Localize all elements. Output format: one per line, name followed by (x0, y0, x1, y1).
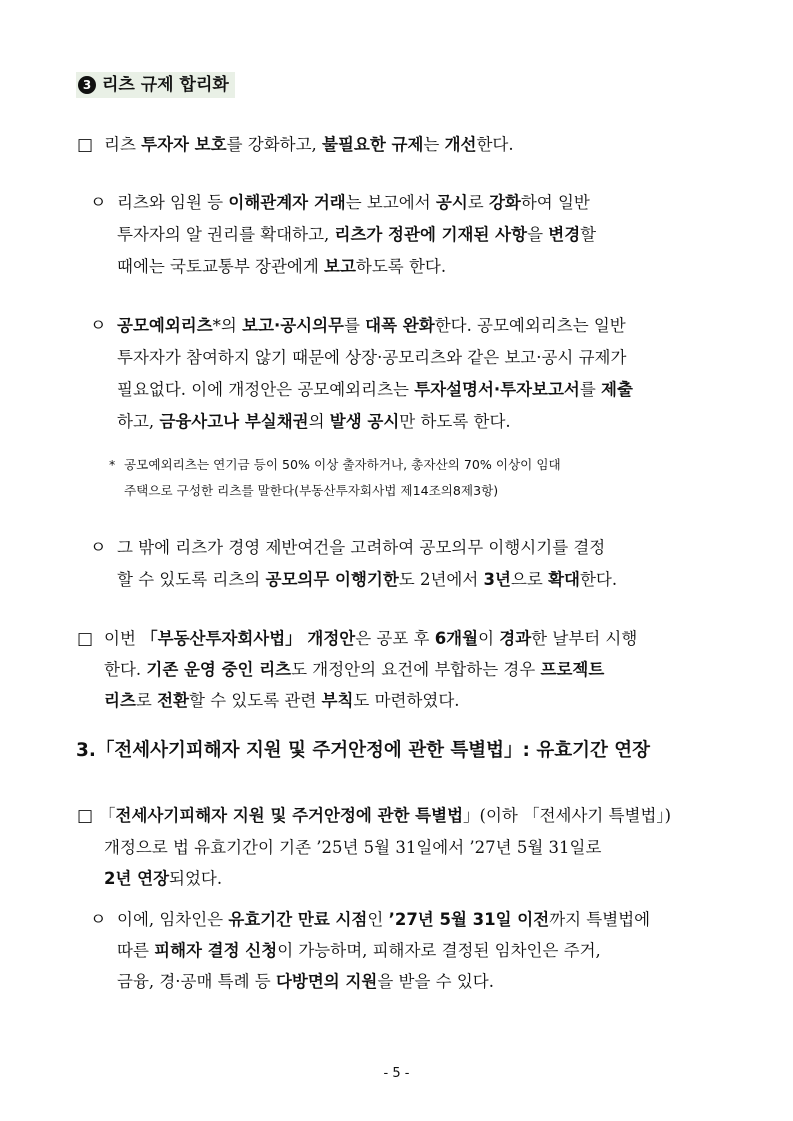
text-run: 투자자의 알 권리를 확대하고, (117, 225, 335, 244)
bold-text-run: 기존 운영 중인 리츠 (146, 660, 292, 679)
text-run: 은 공포 후 (355, 629, 435, 648)
bold-text-run: 3년 (483, 570, 511, 589)
p7-line2 (117, 941, 601, 961)
text-run: 으로 (510, 570, 549, 589)
p6-line3 (104, 869, 222, 889)
text-run: 필요없다. 이에 개정안은 공모예외리츠는 (117, 380, 415, 399)
bold-text-run: 피해자 결정 신청 (154, 941, 278, 960)
text-run: 하도록 한다. (355, 257, 447, 276)
circle-bullet-icon: ㅇ (90, 316, 107, 336)
bold-text-run: 유효기간 만료 시점 (228, 910, 368, 929)
text-run: 한다. 공모예외리츠는 일반 (434, 316, 626, 335)
bold-text-run: 공시 (435, 193, 468, 212)
page-number: - 5 - (383, 1066, 410, 1081)
section-title-text: 리츠 규제 합리화 (102, 75, 229, 95)
bold-text-run: 프로젝트 (540, 660, 605, 679)
text-run: 는 보고에서 (345, 193, 436, 212)
p6-line2 (104, 838, 601, 858)
p4-line2 (117, 570, 617, 590)
text-run: 을 (527, 225, 549, 244)
text-run: 할 수 있도록 리츠의 (117, 570, 266, 589)
p5-line1 (104, 629, 637, 649)
bold-text-run: 개선 (444, 135, 477, 154)
section-title (76, 72, 235, 98)
p2-line1 (117, 193, 590, 213)
text-run: 그 밖에 리츠가 경영 제반여건을 고려하여 공모의무 이행시기를 결정 (117, 538, 606, 557)
text-run: 이번 (104, 629, 142, 648)
p2-line3 (117, 257, 446, 277)
p3-line1 (117, 316, 626, 336)
bold-text-run: 불필요한 규제 (322, 135, 424, 154)
text-run: 를 강화하고, (226, 135, 323, 154)
p4-line1 (117, 538, 605, 558)
text-run: 할 수 있도록 관련 (188, 691, 322, 710)
text-run: 이에, 임차인은 (117, 910, 229, 929)
bold-text-run: 강화 (488, 193, 521, 212)
text-run: 까지 특별법에 (549, 910, 651, 929)
p5-line3 (104, 691, 460, 711)
bold-text-run: 6개월 (434, 629, 479, 648)
square-bullet-icon: □ (77, 806, 94, 826)
text-run: 할 (580, 225, 597, 244)
text-run: 의 (308, 412, 330, 431)
text-run: 을 받을 수 있다. (377, 972, 494, 991)
text-run: 되었다. (169, 869, 223, 888)
text-run: 만 하도록 한다. (399, 412, 511, 431)
bold-text-run: 대폭 완화 (365, 316, 435, 335)
bold-text-run: 전환 (157, 691, 189, 710)
text-run: 때에는 국토교통부 장관에게 (117, 257, 325, 276)
text-run: 리츠 (104, 135, 142, 154)
bold-text-run: 전세사기피해자 지원 및 주거안정에 관한 특별법 (115, 806, 464, 825)
text-run: 개정으로 법 유효기간이 기존 ’25년 5월 31일에서 ’27년 5월 31일로 (104, 838, 602, 857)
bold-text-run: 공모의무 이행기한 (265, 570, 399, 589)
text-run: 이 가능하며, 피해자로 결정된 임차인은 주거, (277, 941, 601, 960)
bold-text-run: 2년 연장 (104, 869, 170, 888)
text-run: 인 (367, 910, 389, 929)
text-run: 따른 (117, 941, 155, 960)
bold-text-run: 이해관계자 거래 (228, 193, 346, 212)
footnote-line1: 공모예외리츠는 연기금 등이 50% 이상 출자하거나, 총자산의 70% 이상이 임대 (124, 457, 561, 472)
circled-number-3-icon: 3 (78, 76, 96, 94)
section-heading-3: 3.「전세사기피해자 지원 및 주거안정에 관한 특별법」: 유효기간 연장 (76, 740, 651, 761)
bold-text-run: 투자자 보호 (141, 135, 227, 154)
bold-text-run: 리츠가 정관에 기재된 사항 (334, 225, 528, 244)
text-run: 는 (423, 135, 445, 154)
text-run: 도 2년에서 (398, 570, 484, 589)
footnote-asterisk: * (109, 457, 116, 472)
bold-text-run: 변경 (548, 225, 581, 244)
text-run: 리츠와 임원 등 (117, 193, 229, 212)
bold-text-run: 다방면의 지원 (275, 972, 378, 991)
bold-text-run: 확대 (548, 570, 580, 589)
p3-line3 (117, 380, 633, 400)
bold-text-run: 금융사고나 부실채권 (159, 412, 309, 431)
bold-text-run: 경과 (499, 629, 532, 648)
bold-text-run: 「부동산투자회사법」 개정안 (141, 629, 356, 648)
text-run: 투자자가 참여하지 않기 때문에 상장·공모리츠와 같은 보고·공시 규제가 (117, 348, 627, 367)
text-run: 를 (343, 316, 366, 335)
p3-line4 (117, 412, 511, 432)
text-run: 도 마련하였다. (353, 691, 460, 710)
bold-text-run: 부칙 (321, 691, 354, 710)
p5-line2 (104, 660, 604, 680)
text-run: 금융, 경·공매 특례 등 (117, 972, 276, 991)
text-run: 한 날부터 시행 (531, 629, 638, 648)
p7-line1 (117, 910, 650, 930)
p3-line2 (117, 348, 626, 368)
bold-text-run: 투자설명서·투자보고서 (414, 380, 580, 399)
p2-line2 (117, 225, 596, 245)
footnote-line2: 주택으로 구성한 리츠를 말한다(부동산투자회사법 제14조의8제3항) (124, 483, 499, 498)
text-run: 로 (467, 193, 489, 212)
p1-line1 (104, 135, 514, 155)
text-run: 도 개정안의 요건에 부합하는 경우 (291, 660, 541, 679)
bold-text-run: 발생 공시 (329, 412, 400, 431)
text-run: 한다. (104, 660, 147, 679)
square-bullet-icon: □ (77, 135, 94, 155)
square-bullet-icon: □ (77, 629, 94, 649)
bold-text-run: ’27년 5월 31일 이전 (388, 910, 550, 929)
text-run: 이 (478, 629, 500, 648)
p6-line1 (99, 806, 671, 826)
bold-text-run: 보고·공시의무 (242, 316, 344, 335)
circle-bullet-icon: ㅇ (90, 193, 107, 213)
text-run: 로 (135, 691, 158, 710)
circle-bullet-icon: ㅇ (90, 910, 107, 930)
text-run: 하여 일반 (520, 193, 590, 212)
text-run: 한다. (476, 135, 514, 154)
text-run: 「 (99, 806, 116, 825)
text-run: 한다. (579, 570, 618, 589)
bold-text-run: 제출 (601, 380, 633, 399)
text-run: *의 (212, 316, 243, 335)
text-run: 를 (579, 380, 602, 399)
bold-text-run: 보고 (324, 257, 356, 276)
bold-text-run: 리츠 (104, 691, 136, 710)
text-run: 」(이하 「전세사기 특별법」) (463, 806, 672, 825)
bold-text-run: 공모예외리츠 (117, 316, 213, 335)
circle-bullet-icon: ㅇ (90, 538, 107, 558)
text-run: 하고, (117, 412, 160, 431)
p7-line3 (117, 972, 494, 992)
